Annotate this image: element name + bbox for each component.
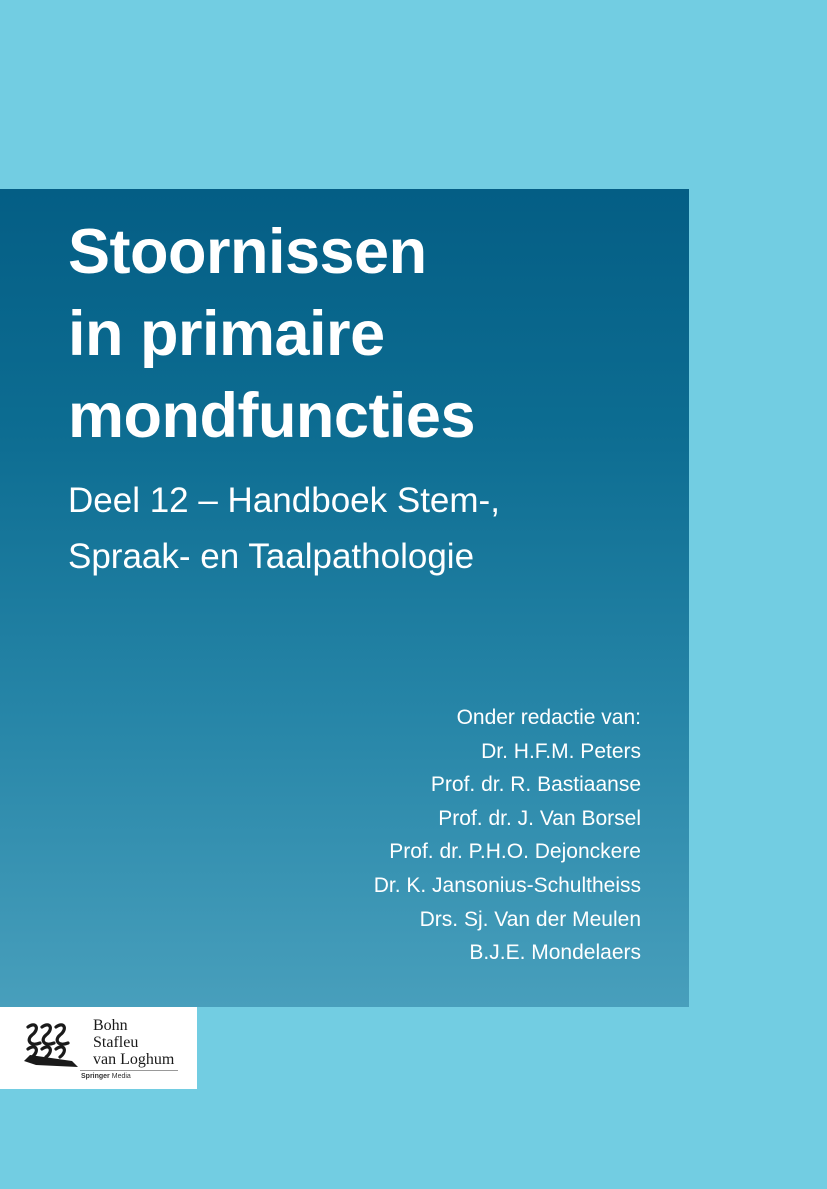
book-title-line: in primaire [68,299,385,369]
book-title-line: mondfuncties [68,381,476,451]
book-subtitle-line: Deel 12 – Handboek Stem-, [68,481,500,520]
editor-name: B.J.E. Mondelaers [469,941,641,965]
book-title [68,211,475,457]
media-label: Media [111,1073,131,1080]
springer-label: Springer [81,1073,110,1080]
editors-list [374,701,641,970]
book-title-line: Stoornissen [68,217,427,287]
editor-name: Prof. dr. P.H.O. Dejonckere [389,840,641,864]
editor-name: Drs. Sj. Van der Meulen [419,907,641,931]
publisher-divider [80,1070,178,1071]
bohn-stafleu-van-loghum-logo-icon [22,1019,80,1069]
editors-heading: Onder redactie van: [456,706,641,729]
book-subtitle [68,473,500,585]
editor-name: Dr. H.F.M. Peters [481,739,641,763]
publisher-name-line: Stafleu [93,1034,139,1051]
publisher-parent-brand [81,1073,131,1080]
publisher-name [93,1017,174,1068]
publisher-logo-box [0,1007,197,1089]
editor-name: Prof. dr. J. Van Borsel [438,806,641,830]
publisher-name-line: Bohn [93,1017,128,1034]
editor-name: Dr. K. Jansonius-Schultheiss [373,873,641,897]
editor-name: Prof. dr. R. Bastiaanse [430,773,641,797]
publisher-name-line: van Loghum [93,1051,175,1068]
book-subtitle-line: Spraak- en Taalpathologie [68,537,475,576]
